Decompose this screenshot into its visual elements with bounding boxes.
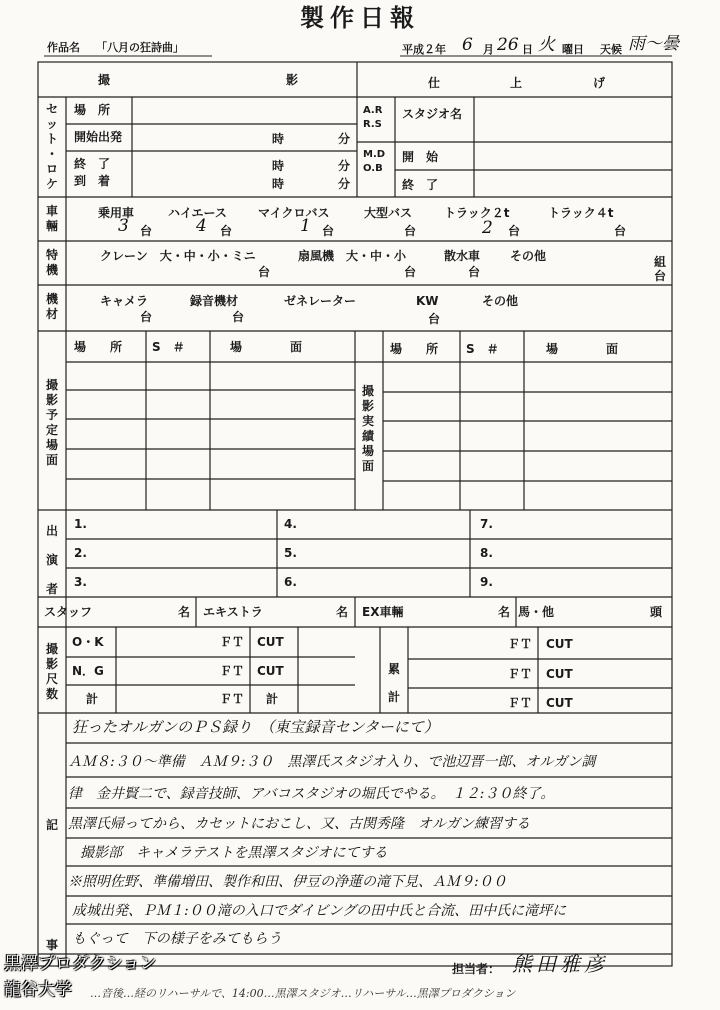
cut-unit: CUT bbox=[546, 667, 573, 681]
horse-label: 馬・他 bbox=[518, 605, 555, 619]
note-line: 成城出発、ＰＭ１:００滝の入口でダイビングの田中氏と合流、田中氏に滝坪に bbox=[72, 903, 567, 919]
cast-number: 6. bbox=[284, 575, 297, 589]
vehicle-microbus: マイクロバス bbox=[258, 206, 330, 220]
departure-label: 開始出発 bbox=[74, 130, 123, 144]
ft-unit: ＦＴ bbox=[220, 692, 245, 706]
ex-vehicle-unit: 名 bbox=[498, 605, 511, 619]
cast-number: 9. bbox=[480, 575, 493, 589]
head-unit: 頭 bbox=[650, 605, 663, 619]
minute-label: 分 bbox=[338, 177, 351, 191]
scene-col-s: S ＃ bbox=[152, 340, 185, 354]
ok-label: O・K bbox=[72, 635, 104, 649]
vehicle-hiace-count: 4 bbox=[196, 216, 207, 236]
footage-label: 撮 影 尺 数 bbox=[45, 642, 58, 701]
actual-scenes-label: 撮 影 実 績 場 面 bbox=[361, 384, 374, 473]
cut-unit: CUT bbox=[257, 635, 284, 649]
equipment-label: 機 材 bbox=[45, 292, 58, 321]
equipment-other-label: その他 bbox=[482, 294, 519, 308]
day-value: 26 bbox=[497, 35, 519, 55]
vehicle-car: 乗用車 bbox=[98, 206, 135, 220]
unit: 台 bbox=[232, 310, 245, 324]
weather-value: 雨～曇 bbox=[628, 34, 679, 54]
total-label: 計 bbox=[266, 692, 279, 706]
month-value: 6 bbox=[462, 35, 473, 55]
note-line: ＡＭ８:３０～準備 ＡＭ９:３０ 黒澤氏スタジオ入り、で池辺晋一郎、オルガン調 bbox=[68, 754, 596, 770]
note-line: 狂ったオルガンのＰＳ録り （東宝録音センターにて） bbox=[72, 718, 439, 736]
unit: 台 bbox=[258, 265, 271, 279]
person-label: 担当者： bbox=[452, 962, 501, 976]
cast-number: 1. bbox=[74, 517, 87, 531]
person-name: 熊田雅彦 bbox=[512, 952, 608, 976]
unit: 台 bbox=[140, 310, 153, 324]
scene-col-scene: 場 面 bbox=[546, 342, 619, 356]
minute-label: 分 bbox=[338, 132, 351, 146]
extra-label: エキストラ bbox=[203, 605, 263, 619]
kw-label: KW bbox=[416, 294, 439, 308]
cumulative-label: 累 計 bbox=[387, 662, 400, 704]
unit: 台 bbox=[508, 224, 521, 238]
finishing-header-1: 仕 bbox=[428, 76, 441, 90]
unit: 台 bbox=[322, 224, 335, 238]
set-loke-label: セ ッ ト ・ ロ ケ bbox=[45, 102, 58, 191]
hour-label: 時 bbox=[272, 132, 285, 146]
note-line: 黒澤氏帰ってから、カセットにおこし、又、古関秀隆 オルガン練習する bbox=[68, 816, 530, 832]
day-unit: 日 bbox=[522, 43, 533, 56]
crane-label: クレーン 大・中・小・ミニ bbox=[100, 249, 256, 263]
cast-number: 8. bbox=[480, 546, 493, 560]
unit: 台 bbox=[404, 224, 417, 238]
md-label: M.D bbox=[363, 149, 386, 160]
finishing-header-3: げ bbox=[593, 76, 606, 90]
ft-unit: ＦＴ bbox=[508, 696, 533, 710]
finish-end-label: 終 了 bbox=[402, 178, 439, 192]
shooting-header-right: 影 bbox=[286, 73, 299, 87]
ft-unit: ＦＴ bbox=[220, 635, 245, 649]
scene-col-place: 場 所 bbox=[74, 340, 123, 354]
minute-label: 分 bbox=[338, 159, 351, 173]
scene-col-s: S ＃ bbox=[466, 342, 499, 356]
set-unit: 組 bbox=[654, 255, 667, 269]
weather-label: 天候 bbox=[600, 43, 622, 56]
studio-label: スタジオ名 bbox=[402, 107, 463, 121]
cast-number: 3. bbox=[74, 575, 87, 589]
vehicles-label: 車 輛 bbox=[45, 204, 58, 233]
cast-number: 2. bbox=[74, 546, 87, 560]
hour-label: 時 bbox=[272, 177, 285, 191]
note-line: 律 金井賢二で、録音技師、アバコスタジオの堀氏でやる。 １２:３０終了。 bbox=[68, 786, 555, 802]
start-label: 開 始 bbox=[402, 150, 439, 164]
note-line: もぐって 下の様子をみてもらう bbox=[72, 931, 282, 947]
cut-unit: CUT bbox=[546, 637, 573, 651]
scene-col-place: 場 所 bbox=[390, 342, 439, 356]
cast-label: 出 演 者 bbox=[45, 524, 58, 596]
note-line: ※照明佐野、準備増田、製作和田、伊豆の浄蓮の滝下見、ＡＭ９:００ bbox=[68, 874, 507, 890]
hour-label: 時 bbox=[272, 159, 285, 173]
unit: 台 bbox=[428, 312, 441, 326]
total-label: 計 bbox=[86, 692, 99, 706]
unit: 台 bbox=[220, 224, 233, 238]
watermark-line2: 龍谷大学 bbox=[4, 980, 72, 1000]
ob-label: O.B bbox=[363, 163, 383, 174]
cut-unit: CUT bbox=[257, 664, 284, 678]
vehicle-car-count: 3 bbox=[118, 216, 129, 236]
shooting-header-left: 撮 bbox=[98, 73, 111, 87]
vehicle-truck2t: トラック２t bbox=[444, 206, 510, 220]
month-unit: 月 bbox=[483, 43, 494, 56]
arrival-label: 到 着 bbox=[74, 174, 111, 188]
page-title: 製作日報 bbox=[300, 3, 420, 32]
vehicle-microbus-count: 1 bbox=[300, 216, 311, 236]
work-name: 「八月の狂詩曲」 bbox=[96, 41, 184, 54]
staff-name-unit: 名 bbox=[178, 605, 191, 619]
vehicle-truck4t: トラック４t bbox=[548, 206, 614, 220]
note-line: 撮影部 キャメラテストを黒澤スタジオにてする bbox=[80, 845, 388, 861]
work-name-label: 作品名 bbox=[47, 41, 80, 54]
special-other-label: その他 bbox=[510, 249, 547, 263]
special-label: 特 機 bbox=[45, 248, 58, 277]
notes-label: 記 事 bbox=[45, 818, 58, 952]
scene-col-scene: 場 面 bbox=[230, 340, 303, 354]
ft-unit: ＦＴ bbox=[508, 667, 533, 681]
vehicle-hiace: ハイエース bbox=[168, 206, 227, 220]
planned-scenes-label: 撮 影 予 定 場 面 bbox=[45, 378, 58, 467]
ft-unit: ＦＴ bbox=[220, 664, 245, 678]
ex-vehicle-label: EX車輛 bbox=[362, 605, 404, 619]
weekday-value: 火 bbox=[538, 35, 555, 55]
ng-label: N．G bbox=[72, 664, 104, 678]
weekday-unit: 曜日 bbox=[562, 43, 584, 56]
vehicle-truck2t-count: 2 bbox=[482, 218, 493, 238]
fan-label: 扇風機 大・中・小 bbox=[298, 249, 407, 263]
vehicle-bus: 大型バス bbox=[364, 206, 413, 220]
water-truck-label: 散水車 bbox=[444, 249, 481, 263]
end-label: 終 了 bbox=[74, 157, 111, 171]
ft-unit: ＦＴ bbox=[508, 637, 533, 651]
unit: 台 bbox=[468, 265, 481, 279]
cast-number: 7. bbox=[480, 517, 493, 531]
place-label: 場 所 bbox=[74, 103, 111, 117]
camera-label: キャメラ bbox=[100, 294, 149, 308]
finishing-header-2: 上 bbox=[510, 76, 523, 90]
generator-label: ゼネレーター bbox=[284, 294, 357, 308]
recorder-label: 録音機材 bbox=[190, 294, 239, 308]
footer-partial-text: …音後…経のリハーサルで、14:00…黒澤スタジオ…リハーサル…黒澤プロダクション bbox=[90, 987, 516, 1000]
rs-label: R.S bbox=[363, 119, 382, 130]
unit: 台 bbox=[614, 224, 627, 238]
watermark-line1: 黒澤プロダクション bbox=[4, 954, 157, 974]
unit: 台 bbox=[654, 269, 667, 283]
ar-label: A.R bbox=[363, 105, 383, 116]
cast-number: 4. bbox=[284, 517, 297, 531]
unit: 台 bbox=[140, 224, 153, 238]
era-label: 平成２年 bbox=[402, 43, 446, 56]
cut-unit: CUT bbox=[546, 696, 573, 710]
cast-number: 5. bbox=[284, 546, 297, 560]
unit: 台 bbox=[404, 265, 417, 279]
extra-name-unit: 名 bbox=[336, 605, 349, 619]
staff-label: スタッフ bbox=[44, 605, 93, 619]
